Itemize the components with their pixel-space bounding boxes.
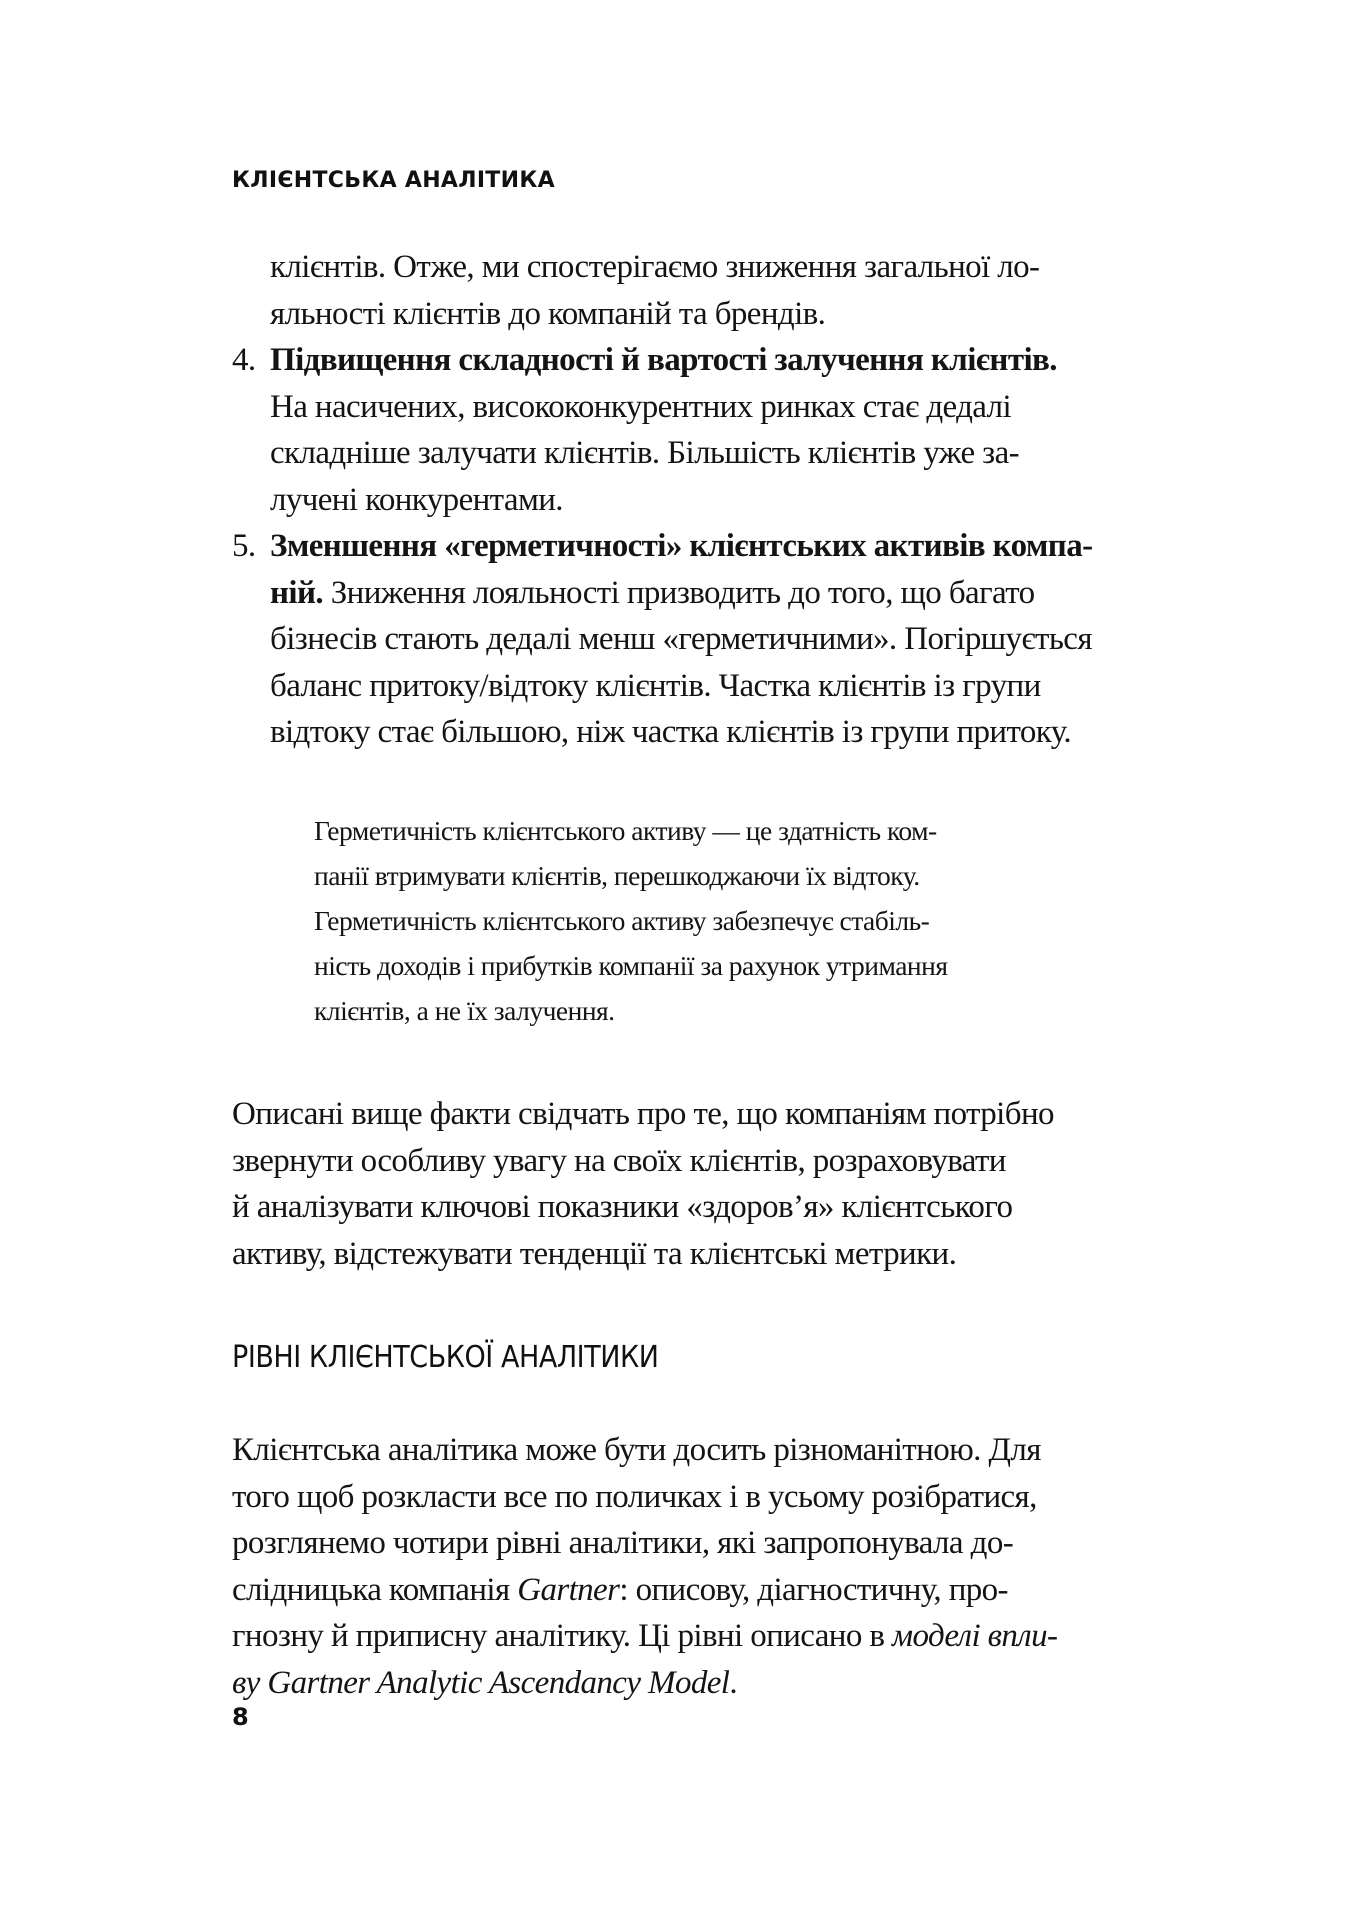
quote-line: Герметичність клієнтського активу забезпечує стабіль- bbox=[314, 905, 930, 936]
text-line: звернути особливу увагу на своїх клієнтів, розраховувати bbox=[232, 1142, 1006, 1179]
model-name: моделі впли- bbox=[892, 1618, 1058, 1654]
text-line bbox=[232, 1613, 1207, 1660]
text-line: лучені конкурентами. bbox=[270, 481, 563, 518]
text-line: На насичених, висококонкурентних ринках стає дедалі bbox=[270, 388, 1012, 425]
text-fragment: Зниження лояльності призводить до того, що багато bbox=[323, 574, 1035, 611]
list-item-3-continuation bbox=[232, 244, 1207, 337]
definition-quote bbox=[314, 808, 1134, 1033]
company-name: Gartner bbox=[517, 1571, 620, 1608]
text-line: розглянемо чотири рівні аналітики, які запропонувала до- bbox=[232, 1525, 1014, 1561]
list-number: 5. bbox=[232, 528, 256, 564]
text-line: баланс притоку/відтоку клієнтів. Частка клієнтів із групи bbox=[270, 667, 1041, 704]
paragraph-analytics-levels bbox=[232, 1427, 1207, 1706]
paragraph-summary bbox=[232, 1091, 1207, 1277]
list-number: 4. bbox=[232, 342, 256, 378]
list-item-title: Підвищення складності й вартості залучення клієнтів. bbox=[270, 342, 1057, 378]
text-line: активу, відстежувати тенденції та клієнтські метрики. bbox=[232, 1235, 957, 1272]
page-number: 8 bbox=[232, 1703, 249, 1731]
text-line: відтоку стає більшою, ніж частка клієнтів із групи притоку. bbox=[270, 714, 1071, 750]
list-item-title: Зменшення «герметичності» клієнтських активів компа- bbox=[270, 528, 1093, 564]
list-item-title-end: ній. bbox=[270, 574, 324, 611]
text-line: й аналізувати ключові показники «здоров’я» клієнтського bbox=[232, 1189, 1013, 1225]
text-line bbox=[270, 570, 1207, 617]
text-line: Клієнтська аналітика може бути досить різноманітною. Для bbox=[232, 1432, 1041, 1468]
numbered-list bbox=[232, 244, 1207, 756]
list-item-4 bbox=[232, 337, 1207, 523]
text-fragment: : описову, діагностичну, про- bbox=[619, 1571, 1008, 1608]
text-line: того щоб розкласти все по поличках і в усьому розібратися, bbox=[232, 1478, 1037, 1515]
text-fragment: слідницька компанія bbox=[232, 1571, 518, 1608]
model-name: ву Gartner Analytic Ascendancy Model bbox=[232, 1664, 730, 1701]
running-header: КЛІЄНТСЬКА АНАЛІТИКА bbox=[232, 168, 555, 193]
text-line: клієнтів. Отже, ми спостерігаємо зниження загальної ло- bbox=[270, 249, 1040, 285]
text-line: бізнесів стають дедалі менш «герметичними». Погіршується bbox=[270, 621, 1092, 657]
text-line: яльності клієнтів до компаній та брендів. bbox=[270, 295, 826, 332]
text-line: Описані вище факти свідчать про те, що компаніям потрібно bbox=[232, 1096, 1054, 1132]
quote-line: панії втримувати клієнтів, перешкоджаючи їх відтоку. bbox=[314, 860, 920, 891]
text-fragment: . bbox=[729, 1664, 738, 1701]
quote-line: Герметичність клієнтського активу — це здатність ком- bbox=[314, 815, 937, 846]
quote-line: клієнтів, а не їх залучення. bbox=[314, 995, 615, 1026]
quote-line: ність доходів і прибутків компанії за рахунок утримання bbox=[314, 950, 948, 981]
text-line bbox=[232, 1567, 1207, 1614]
text-line bbox=[232, 1660, 1207, 1707]
text-line: складніше залучати клієнтів. Більшість клієнтів уже за- bbox=[270, 435, 1020, 471]
list-item-5 bbox=[232, 523, 1207, 756]
text-fragment: гнозну й приписну аналітику. Ці рівні описано в bbox=[232, 1618, 893, 1654]
section-heading: РІВНІ КЛІЄНТСЬКОЇ АНАЛІТИКИ bbox=[232, 1340, 659, 1375]
